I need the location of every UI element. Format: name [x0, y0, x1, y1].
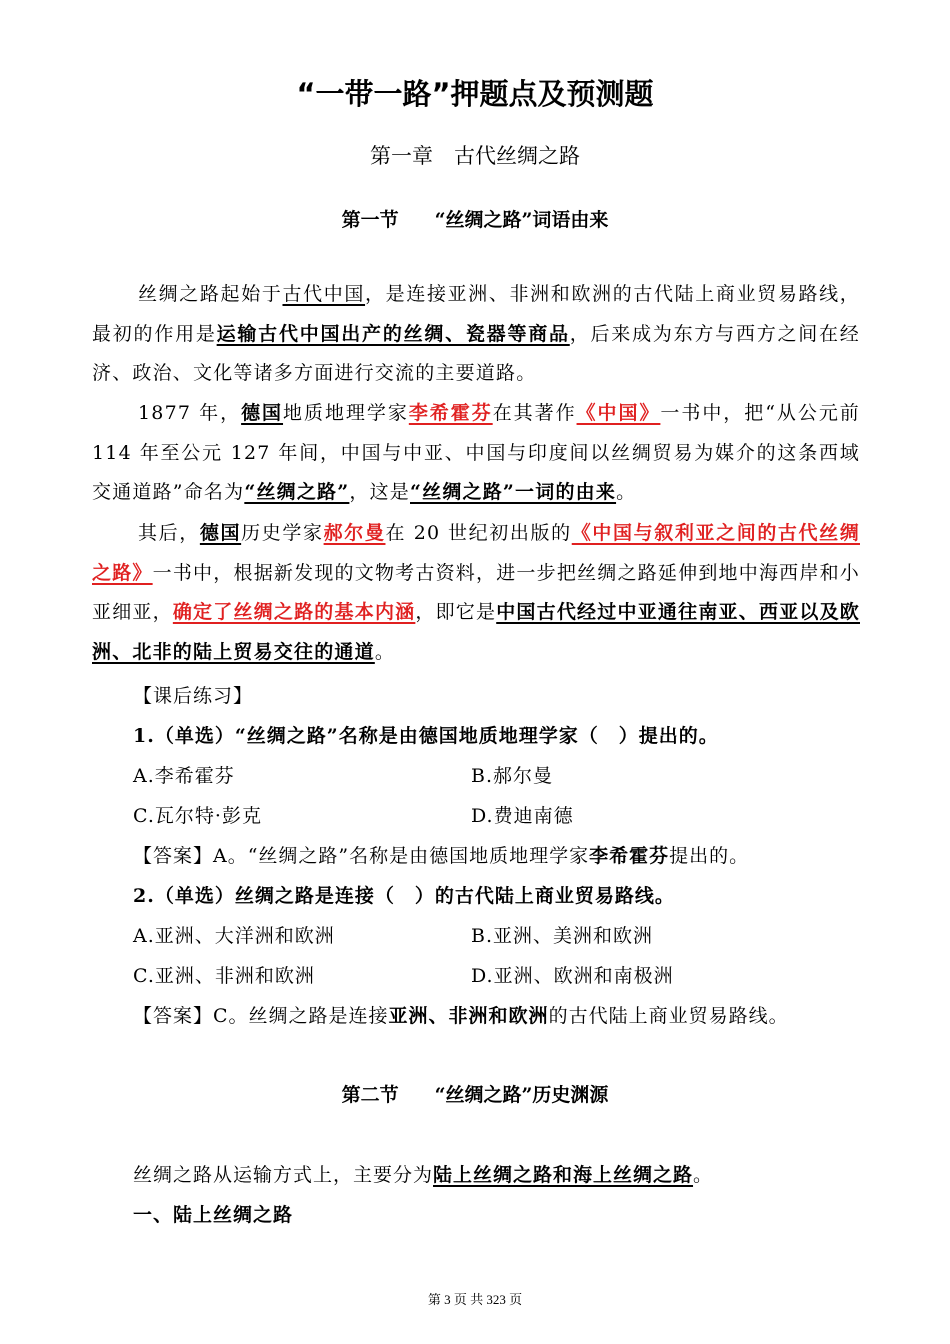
section-heading-2	[0, 1080, 950, 1107]
text: 一书中，根据新发现的文物考古资料，进一步把丝绸之路延伸到地中海西岸和小亚细亚，	[92, 561, 860, 623]
section-heading-1	[0, 205, 950, 232]
question-1-option-c: C.瓦尔特·彭克	[133, 805, 262, 827]
text: 历史学家	[241, 522, 324, 544]
chapter-heading: 第一章 古代丝绸之路	[370, 144, 580, 168]
paragraph-origin	[92, 275, 860, 394]
answer-key-term: 李希霍芬	[589, 845, 670, 867]
paragraph-herrmann	[92, 514, 860, 672]
section-label: 第一节	[341, 209, 399, 231]
paragraph-transport	[133, 1160, 713, 1187]
text: 。	[693, 1164, 714, 1186]
underlined-key-phrase: 运输古代中国出产的丝绸、瓷器等商品	[216, 322, 570, 345]
section-name: “丝绸之路”历史渊源	[434, 1084, 609, 1106]
text: 丝绸之路从运输方式上，主要分为	[133, 1164, 434, 1186]
question-1-option-d: D.费迪南德	[471, 805, 574, 827]
text: 一书中，把“从公元前 114 年至公元 127 年间，中国与中亚、中国与印度间以丝绸贸易为媒介的这条西域交通道路”命名为	[92, 402, 860, 503]
underlined-term: 德国	[199, 522, 242, 544]
underlined-term: 德国	[241, 402, 284, 424]
text: 【答案】A。“丝绸之路”名称是由德国地质地理学家	[133, 845, 590, 867]
answer-key-term: 亚洲、非洲和欧洲	[388, 1005, 549, 1027]
question-2-option-d: D.亚洲、欧洲和南极洲	[471, 965, 674, 987]
text: ，这是	[349, 481, 410, 503]
text: 的古代陆上商业贸易路线。	[548, 1005, 789, 1027]
underlined-key-phrase: 陆上丝绸之路和海上丝绸之路	[433, 1164, 694, 1186]
question-2-option-b: B.亚洲、美洲和欧洲	[471, 925, 654, 947]
exercise-heading: 【课后练习】	[133, 685, 254, 707]
question-2-answer	[133, 1001, 789, 1028]
underlined-key-phrase: 中国古代经过中亚通往南亚、西亚以及欧洲、北非的陆上贸易交往的通道	[92, 601, 860, 663]
red-key-term: 郝尔曼	[323, 522, 386, 544]
text: 。	[374, 640, 396, 663]
document-title: “一带一路”押题点及预测题	[296, 77, 654, 111]
red-key-term: 李希霍芬	[408, 402, 493, 424]
question-2-stem: 2.（单选）丝绸之路是连接（ ）的古代陆上商业贸易路线。	[133, 885, 675, 907]
text: 提出的。	[669, 845, 750, 867]
question-1-answer	[133, 841, 749, 868]
red-book-title: 《中国》	[576, 402, 661, 424]
question-1-option-b: B.郝尔曼	[471, 765, 554, 787]
text: ，后来成为东方与西方之间在经济、政治、文化等诸多方面进行交流的主要道路。	[92, 322, 860, 384]
question-2-option-c: C.亚洲、非洲和欧洲	[133, 965, 315, 987]
underlined-key-phrase: “丝绸之路”一词的由来	[410, 481, 617, 503]
red-book-title: 《中国与叙利亚之间的古代丝绸之路》	[92, 522, 860, 584]
question-1-option-a: A.李希霍芬	[133, 765, 235, 787]
section-label: 第二节	[341, 1084, 399, 1106]
text: ，是连接亚洲、非洲和欧洲的古代陆上商业贸易路线，最初的作用是	[92, 283, 860, 345]
underlined-term: 古代中国	[282, 283, 366, 305]
text: 其后，	[138, 522, 200, 544]
text: ，即它是	[415, 601, 497, 623]
page-footer: 第 3 页 共 323 页	[427, 1292, 523, 1307]
text: 1877 年，	[138, 402, 242, 424]
section-name: “丝绸之路”词语由来	[434, 209, 609, 231]
text: 丝绸之路起始于	[138, 283, 283, 305]
underlined-key-phrase: “丝绸之路”	[244, 481, 350, 503]
text: 在 20 世纪初出版的	[385, 522, 572, 544]
text: 地质地理学家	[283, 402, 409, 424]
subheading-land-silk-road: 一、陆上丝绸之路	[133, 1204, 294, 1226]
paragraph-richthofen	[92, 394, 860, 513]
question-2-option-a: A.亚洲、大洋洲和欧洲	[133, 925, 335, 947]
text: 【答案】C。丝绸之路是连接	[133, 1005, 389, 1027]
question-1-stem: 1.（单选）“丝绸之路”名称是由德国地质地理学家（ ）提出的。	[133, 725, 719, 747]
text: 在其著作	[492, 402, 577, 424]
text: 。	[616, 481, 637, 503]
red-key-phrase: 确定了丝绸之路的基本内涵	[172, 601, 416, 623]
